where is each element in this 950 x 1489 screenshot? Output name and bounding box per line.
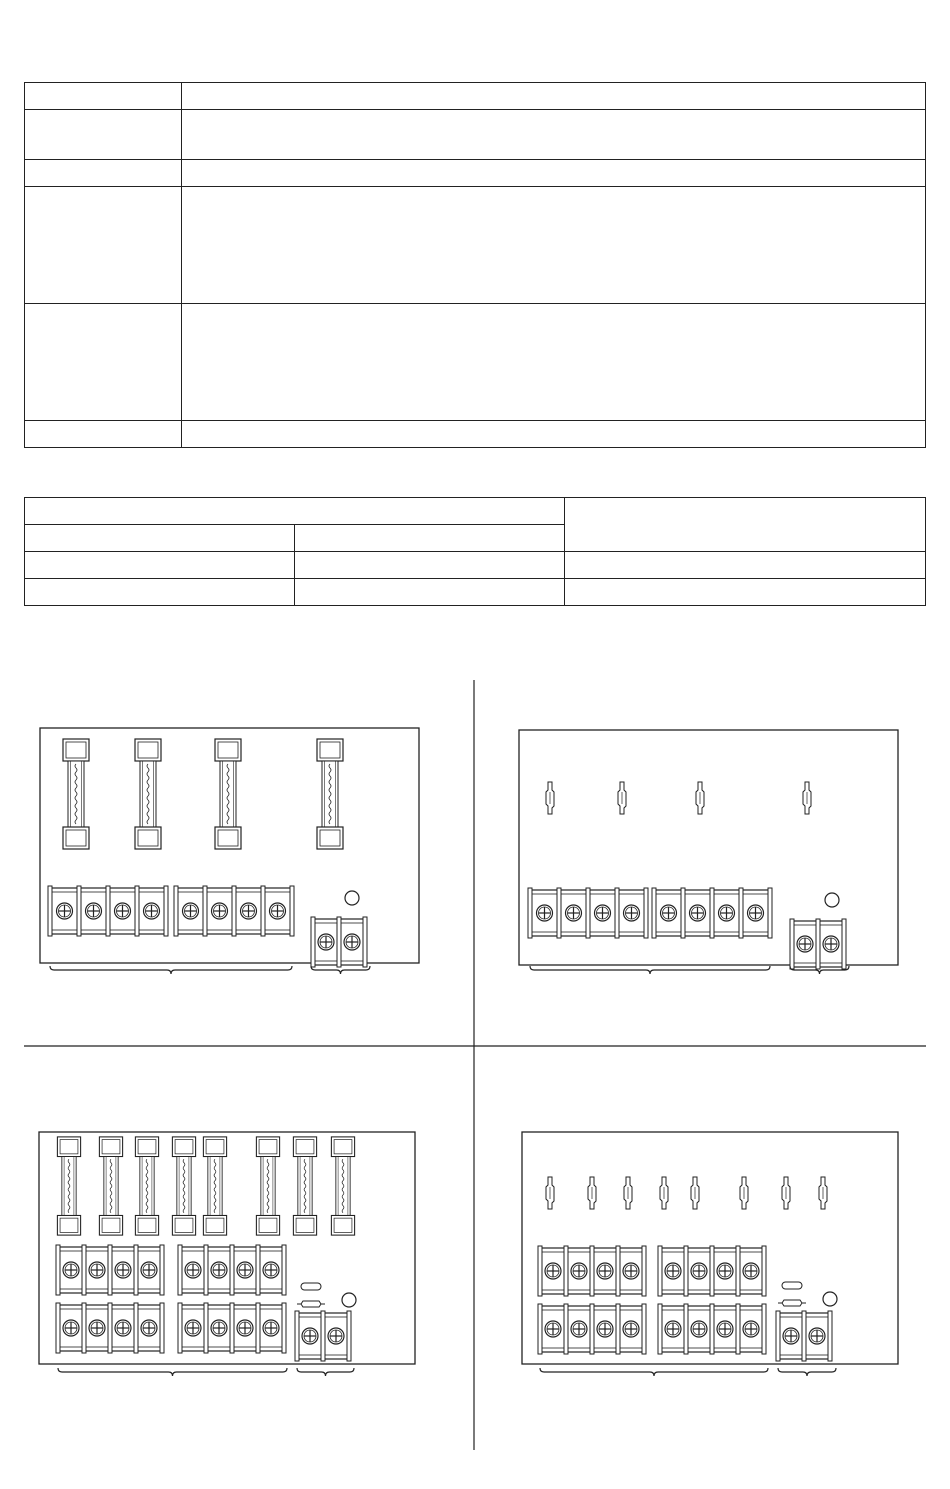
screw-terminal-icon — [783, 1328, 799, 1344]
terminal-block — [56, 1303, 164, 1353]
brace — [50, 966, 292, 974]
terminal-barrier — [77, 886, 81, 936]
screw-terminal-icon — [89, 1262, 105, 1278]
terminal-barrier — [164, 886, 168, 936]
jumper-icon — [301, 1283, 321, 1290]
terminal-block — [528, 888, 648, 938]
screw-terminal-icon — [595, 905, 611, 921]
screw-terminal-icon — [571, 1263, 587, 1279]
board-bottom-left — [39, 1132, 415, 1376]
terminal-barrier — [564, 1304, 568, 1354]
terminal-barrier — [204, 1303, 208, 1353]
screw-terminal-icon — [717, 1263, 733, 1279]
screw-terminal-icon — [141, 1320, 157, 1336]
terminal-barrier — [828, 1311, 832, 1361]
terminal-barrier — [363, 917, 367, 967]
screw-terminal-icon — [661, 905, 677, 921]
brace — [297, 1368, 354, 1376]
terminal-barrier — [48, 886, 52, 936]
terminal-block — [538, 1304, 646, 1354]
screw-terminal-icon — [57, 903, 73, 919]
screw-terminal-icon — [743, 1263, 759, 1279]
screw-terminal-icon — [823, 936, 839, 952]
screw-terminal-icon — [691, 1321, 707, 1337]
screw-terminal-icon — [690, 905, 706, 921]
terminal-barrier — [108, 1303, 112, 1353]
screw-terminal-icon — [624, 905, 640, 921]
screw-terminal-icon — [63, 1320, 79, 1336]
terminal-barrier — [256, 1245, 260, 1295]
terminal-barrier — [256, 1303, 260, 1353]
terminal-barrier — [106, 886, 110, 936]
terminal-barrier — [590, 1246, 594, 1296]
screw-terminal-icon — [185, 1262, 201, 1278]
terminal-block — [178, 1303, 286, 1353]
terminal-barrier — [282, 1303, 286, 1353]
terminal-barrier — [768, 888, 772, 938]
screw-terminal-icon — [115, 1262, 131, 1278]
screw-terminal-icon — [115, 903, 131, 919]
brace — [58, 1368, 287, 1376]
terminal-barrier — [762, 1304, 766, 1354]
terminal-barrier — [557, 888, 561, 938]
screw-terminal-icon — [328, 1328, 344, 1344]
terminal-barrier — [230, 1245, 234, 1295]
terminal-barrier — [82, 1245, 86, 1295]
terminal-barrier — [615, 888, 619, 938]
terminal-barrier — [311, 917, 315, 967]
screw-terminal-icon — [719, 905, 735, 921]
terminal-barrier — [710, 1246, 714, 1296]
screw-terminal-icon — [63, 1262, 79, 1278]
screw-terminal-icon — [237, 1320, 253, 1336]
terminal-barrier — [776, 1311, 780, 1361]
terminal-barrier — [616, 1246, 620, 1296]
screw-terminal-icon — [115, 1320, 131, 1336]
screw-terminal-icon — [566, 905, 582, 921]
led-indicator — [823, 1292, 837, 1306]
screw-terminal-icon — [691, 1263, 707, 1279]
terminal-barrier — [108, 1245, 112, 1295]
terminal-barrier — [160, 1245, 164, 1295]
brace — [530, 966, 770, 974]
terminal-barrier — [282, 1245, 286, 1295]
terminal-barrier — [652, 888, 656, 938]
screw-terminal-icon — [537, 905, 553, 921]
terminal-barrier — [295, 1311, 299, 1361]
screw-terminal-icon — [545, 1321, 561, 1337]
terminal-block — [56, 1245, 164, 1295]
screw-terminal-icon — [302, 1328, 318, 1344]
screw-terminal-icon — [263, 1262, 279, 1278]
screw-terminal-icon — [344, 934, 360, 950]
screw-terminal-icon — [211, 1262, 227, 1278]
terminal-barrier — [762, 1246, 766, 1296]
terminal-barrier — [739, 888, 743, 938]
jumper-icon — [782, 1282, 802, 1289]
screw-terminal-icon — [797, 936, 813, 952]
screw-terminal-icon — [270, 903, 286, 919]
terminal-block — [538, 1246, 646, 1296]
terminal-barrier — [802, 1311, 806, 1361]
terminal-barrier — [135, 886, 139, 936]
screw-terminal-icon — [665, 1321, 681, 1337]
terminal-barrier — [586, 888, 590, 938]
screw-terminal-icon — [212, 903, 228, 919]
terminal-barrier — [644, 888, 648, 938]
screw-terminal-icon — [263, 1320, 279, 1336]
terminal-barrier — [816, 919, 820, 969]
screw-terminal-icon — [809, 1328, 825, 1344]
terminal-block — [178, 1245, 286, 1295]
terminal-barrier — [538, 1246, 542, 1296]
terminal-block — [311, 917, 367, 967]
terminal-barrier — [82, 1303, 86, 1353]
terminal-barrier — [290, 886, 294, 936]
screw-terminal-icon — [623, 1321, 639, 1337]
screw-terminal-icon — [665, 1263, 681, 1279]
terminal-barrier — [160, 1303, 164, 1353]
terminal-barrier — [134, 1245, 138, 1295]
board-bottom-right — [522, 1132, 898, 1376]
terminal-barrier — [790, 919, 794, 969]
terminal-barrier — [321, 1311, 325, 1361]
terminal-block — [776, 1311, 832, 1361]
screw-terminal-icon — [743, 1321, 759, 1337]
terminal-barrier — [684, 1304, 688, 1354]
screw-terminal-icon — [318, 934, 334, 950]
terminal-barrier — [232, 886, 236, 936]
screw-terminal-icon — [141, 1262, 157, 1278]
terminal-block — [174, 886, 294, 936]
led-indicator — [345, 891, 359, 905]
led-indicator — [342, 1293, 356, 1307]
terminal-barrier — [230, 1303, 234, 1353]
terminal-barrier — [56, 1245, 60, 1295]
screw-terminal-icon — [241, 903, 257, 919]
screw-terminal-icon — [597, 1263, 613, 1279]
terminal-barrier — [710, 888, 714, 938]
terminal-barrier — [710, 1304, 714, 1354]
screw-terminal-icon — [597, 1321, 613, 1337]
terminal-barrier — [590, 1304, 594, 1354]
terminal-barrier — [337, 917, 341, 967]
screw-terminal-icon — [86, 903, 102, 919]
terminal-barrier — [347, 1311, 351, 1361]
screw-terminal-icon — [144, 903, 160, 919]
screw-terminal-icon — [571, 1321, 587, 1337]
terminal-barrier — [642, 1304, 646, 1354]
screw-terminal-icon — [89, 1320, 105, 1336]
terminal-barrier — [528, 888, 532, 938]
terminal-block — [48, 886, 168, 936]
screw-terminal-icon — [748, 905, 764, 921]
terminal-barrier — [134, 1303, 138, 1353]
terminal-barrier — [842, 919, 846, 969]
terminal-barrier — [178, 1303, 182, 1353]
terminal-block — [652, 888, 772, 938]
terminal-barrier — [684, 1246, 688, 1296]
terminal-barrier — [56, 1303, 60, 1353]
board-top-left — [40, 728, 419, 974]
screw-terminal-icon — [237, 1262, 253, 1278]
terminal-barrier — [616, 1304, 620, 1354]
terminal-barrier — [658, 1246, 662, 1296]
terminal-barrier — [658, 1304, 662, 1354]
terminal-block — [790, 919, 846, 969]
terminal-barrier — [564, 1246, 568, 1296]
terminal-barrier — [178, 1245, 182, 1295]
terminal-barrier — [736, 1246, 740, 1296]
terminal-block — [295, 1311, 351, 1361]
screw-terminal-icon — [545, 1263, 561, 1279]
terminal-barrier — [174, 886, 178, 936]
screw-terminal-icon — [717, 1321, 733, 1337]
terminal-barrier — [538, 1304, 542, 1354]
terminal-block — [658, 1246, 766, 1296]
terminal-barrier — [261, 886, 265, 936]
terminal-block — [658, 1304, 766, 1354]
screw-terminal-icon — [211, 1320, 227, 1336]
terminal-barrier — [203, 886, 207, 936]
brace — [540, 1368, 768, 1376]
board-top-right — [519, 730, 898, 974]
terminal-barrier — [204, 1245, 208, 1295]
led-indicator — [825, 893, 839, 907]
screw-terminal-icon — [623, 1263, 639, 1279]
terminal-barrier — [642, 1246, 646, 1296]
terminal-barrier — [681, 888, 685, 938]
screw-terminal-icon — [185, 1320, 201, 1336]
brace — [778, 1368, 836, 1376]
terminal-barrier — [736, 1304, 740, 1354]
screw-terminal-icon — [183, 903, 199, 919]
